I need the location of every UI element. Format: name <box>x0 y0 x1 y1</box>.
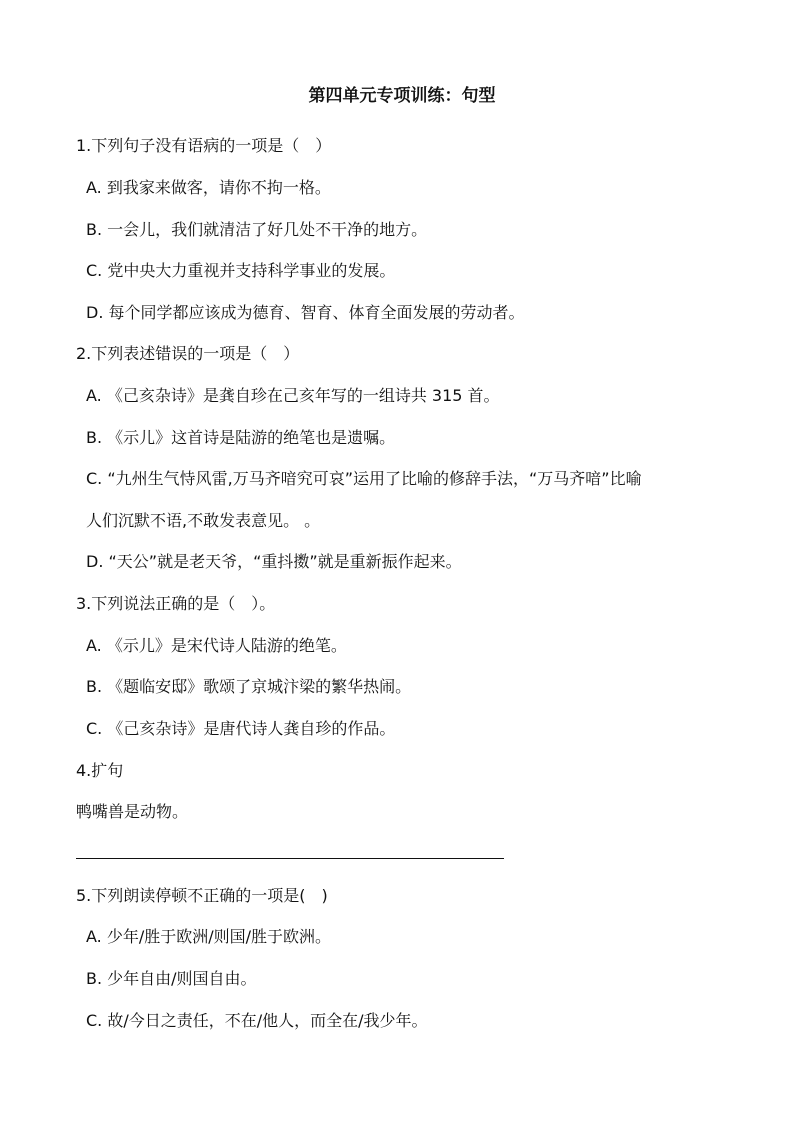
question-2-option-d: D. “天公”就是老天爷，“重抖擞”就是重新振作起来。 <box>86 552 462 571</box>
question-2-stem: 2.下列表述错误的一项是（ ） <box>76 344 300 363</box>
question-2-option-b: B. 《示儿》这首诗是陆游的绝笔也是遗嘱。 <box>86 428 396 447</box>
question-5-option-a: A. 少年/胜于欧洲/则国/胜于欧洲。 <box>86 927 332 946</box>
question-5-stem: 5.下列朗读停顿不正确的一项是( ) <box>76 886 328 905</box>
question-1-option-a: A. 到我家来做客，请你不拘一格。 <box>86 178 331 197</box>
question-4-sentence: 鸭嘴兽是动物。 <box>76 802 189 821</box>
question-3-option-b: B. 《题临安邸》歌颂了京城汴梁的繁华热闹。 <box>86 677 412 696</box>
question-2-option-c-continued: 人们沉默不语,不敢发表意见。 。 <box>86 511 321 530</box>
question-3-option-a: A. 《示儿》是宋代诗人陆游的绝笔。 <box>86 636 347 655</box>
question-3-option-c: C. 《己亥杂诗》是唐代诗人龚自珍的作品。 <box>86 719 396 738</box>
answer-blank-line <box>76 858 504 859</box>
question-2-option-a: A. 《己亥杂诗》是龚自珍在己亥年写的一组诗共 315 首。 <box>86 386 500 405</box>
question-4-stem: 4.扩句 <box>76 761 124 780</box>
question-2-option-c: C. “九州生气恃风雷,万马齐喑究可哀”运用了比喻的修辞手法，“万马齐喑”比喻 <box>86 469 642 488</box>
question-1-stem: 1.下列句子没有语病的一项是（ ） <box>76 136 332 155</box>
question-5-option-c: C. 故/今日之责任，不在/他人，而全在/我少年。 <box>86 1011 428 1030</box>
question-1-option-b: B. 一会儿，我们就清洁了好几处不干净的地方。 <box>86 220 428 239</box>
question-3-stem: 3.下列说法正确的是（ ）。 <box>76 594 276 613</box>
question-5-option-b: B. 少年自由/则国自由。 <box>86 969 257 988</box>
question-1-option-d: D. 每个同学都应该成为德育、智育、体育全面发展的劳动者。 <box>86 303 525 322</box>
question-1-option-c: C. 党中央大力重视并支持科学事业的发展。 <box>86 261 396 280</box>
page-title: 第四单元专项训练：句型 <box>308 86 496 106</box>
